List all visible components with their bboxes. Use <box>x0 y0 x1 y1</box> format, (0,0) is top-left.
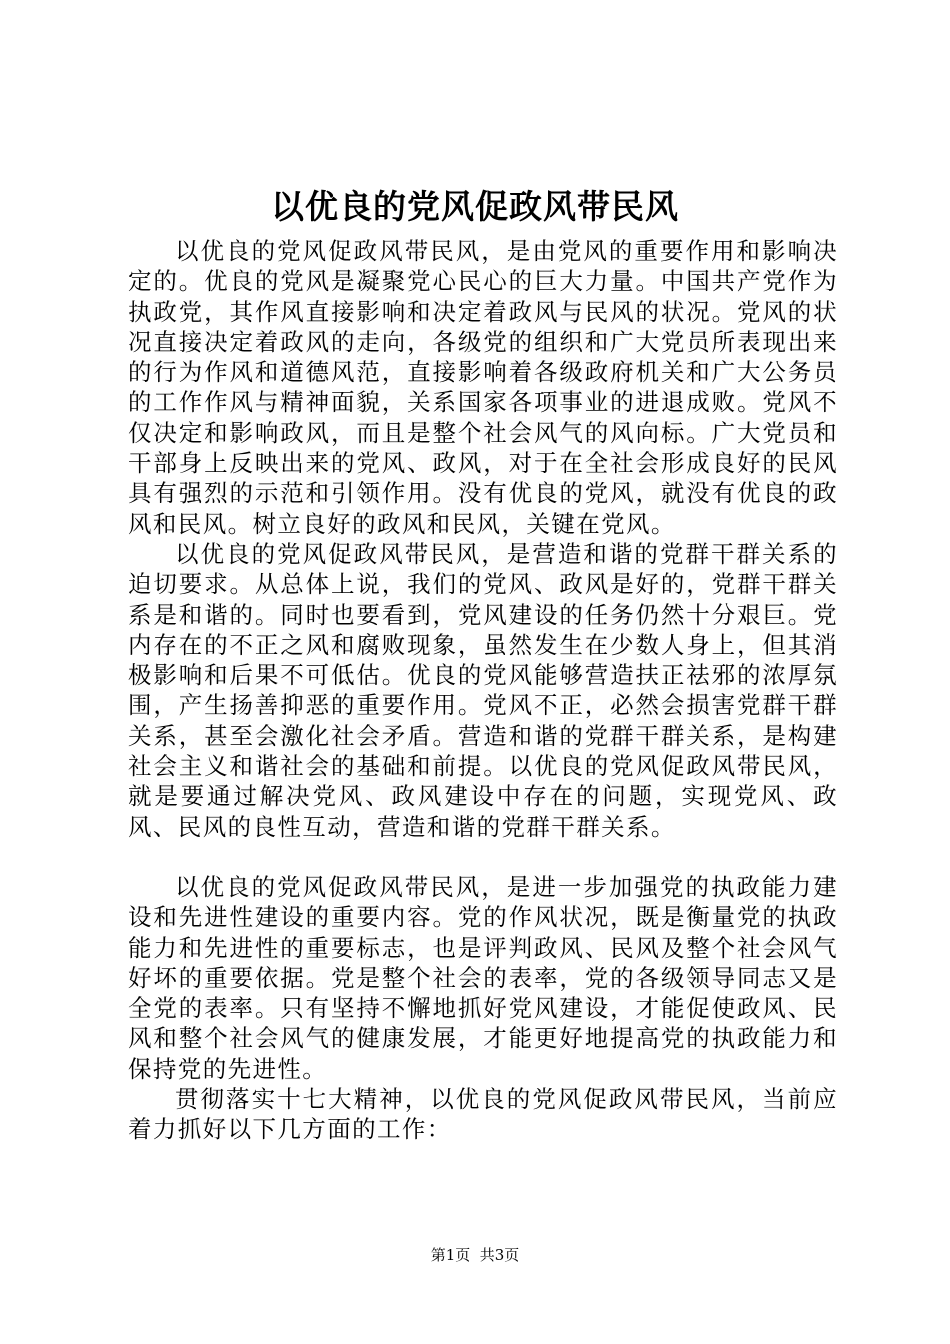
paragraph: 贯彻落实十七大精神，以优良的党风促政风带民风，当前应着力抓好以下几方面的工作： <box>128 1085 838 1144</box>
page-footer: 第1页 共3页 <box>430 1246 520 1264</box>
document-body <box>128 236 838 1145</box>
paragraph: 以优良的党风促政风带民风，是营造和谐的党群干群关系的迫切要求。从总体上说，我们的党风、政风是好的，党群干群关系是和谐的。同时也要看到，党风建设的任务仍然十分艰巨。党内存在的不正之风和腐败现象，虽然发生在少数人身上，但其消极影响和后果不可低估。优良的党风能够营造扶正祛邪的浓厚氛围，产生扬善抑恶的重要作用。党风不正，必然会损害党群干群关系，甚至会激化社会矛盾。营造和谐的党群干群关系，是构建社会主义和谐社会的基础和前提。以优良的党风促政风带民风，就是要通过解决党风、政风建设中存在的问题，实现党风、政风、民风的良性互动，营造和谐的党群干群关系。 <box>128 539 838 841</box>
paragraph: 以优良的党风促政风带民风，是进一步加强党的执政能力建设和先进性建设的重要内容。党的作风状况，既是衡量党的执政能力和先进性的重要标志，也是评判政风、民风及整个社会风气好坏的重要依据。党是整个社会的表率，党的各级领导同志又是全党的表率。只有坚持不懈地抓好党风建设，才能促使政风、民风和整个社会风气的健康发展，才能更好地提高党的执政能力和保持党的先进性。 <box>128 872 838 1083</box>
document-title: 以优良的党风促政风带民风 <box>271 187 679 226</box>
paragraph: 以优良的党风促政风带民风，是由党风的重要作用和影响决定的。优良的党风是凝聚党心民心的巨大力量。中国共产党作为执政党，其作风直接影响和决定着政风与民风的状况。党风的状况直接决定着政风的走向，各级党的组织和广大党员所表现出来的行为作风和道德风范，直接影响着各级政府机关和广大公务员的工作作风与精神面貌，关系国家各项事业的进退成败。党风不仅决定和影响政风，而且是整个社会风气的风向标。广大党员和干部身上反映出来的党风、政风，对于在全社会形成良好的民风具有强烈的示范和引领作用。没有优良的党风，就没有优良的政风和民风。树立良好的政风和民风，关键在党风。 <box>128 237 838 538</box>
